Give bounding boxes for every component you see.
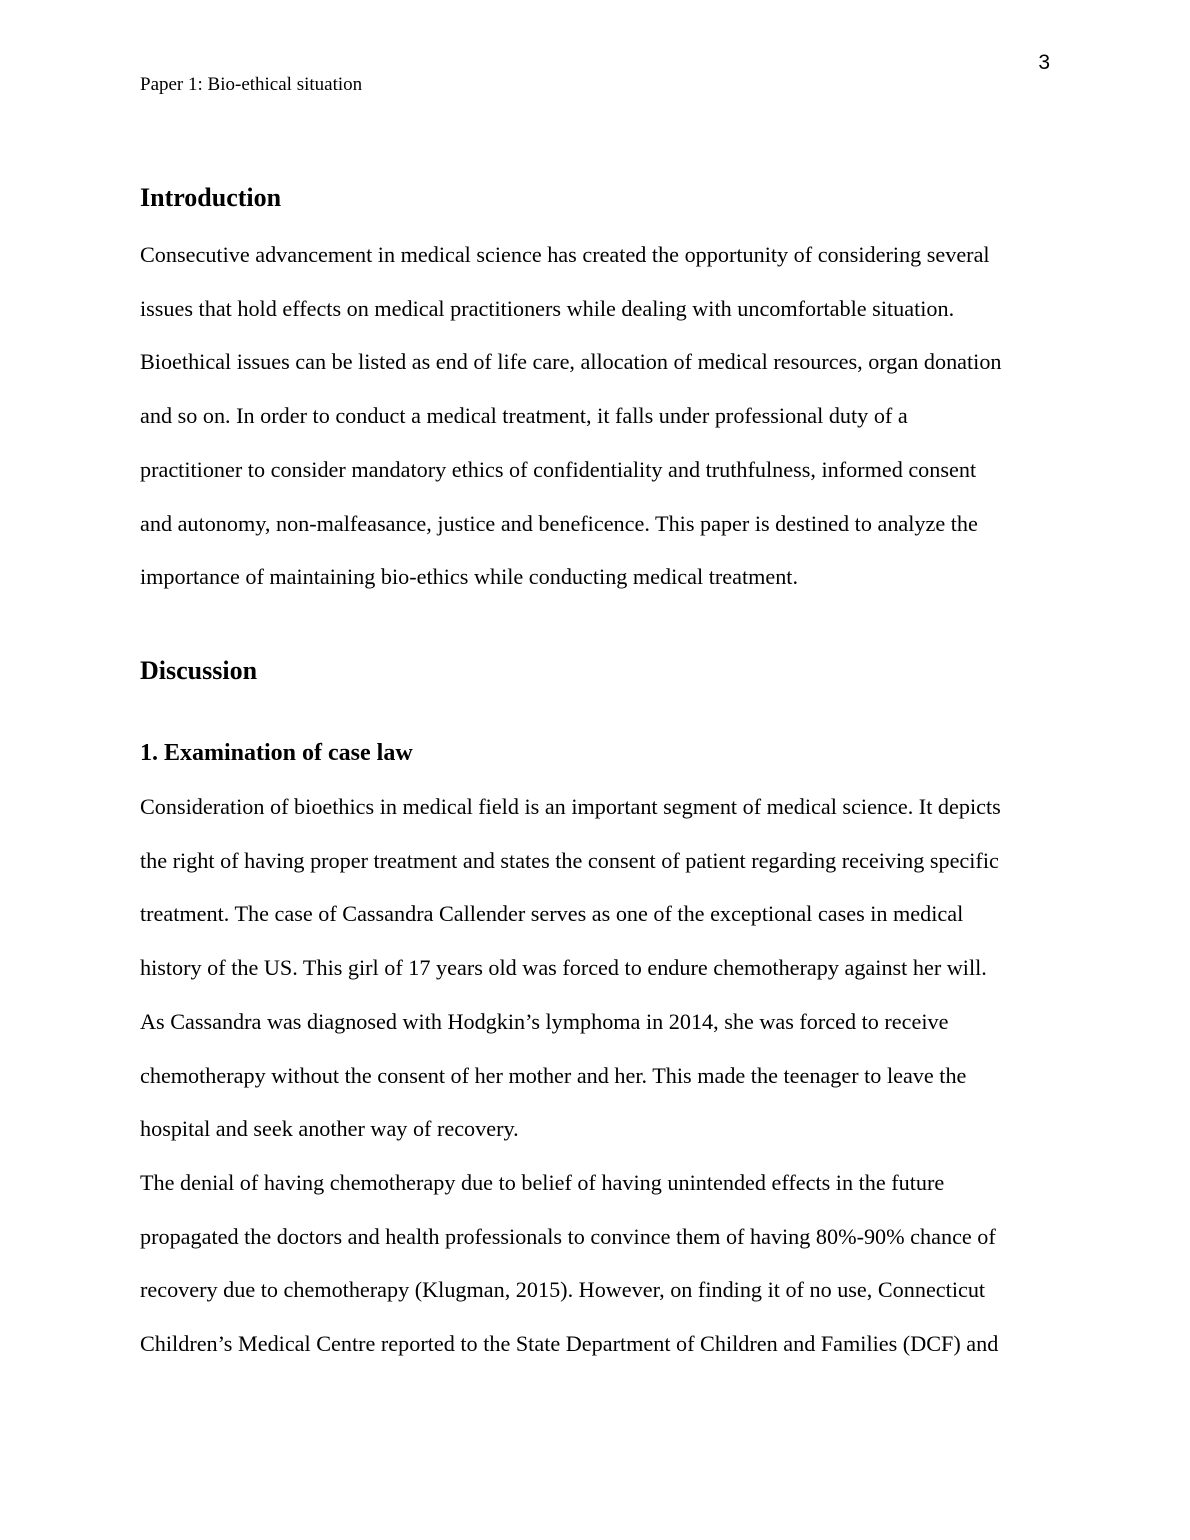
text-line: Consideration of bioethics in medical field is an important segment of medical science. It depicts <box>140 794 1001 819</box>
text-line: recovery due to chemotherapy (Klugman, 2015). However, on finding it of no use, Connecticut <box>140 1277 986 1303</box>
text-line: chemotherapy without the consent of her mother and her. This made the teenager to leave the <box>140 1062 967 1088</box>
discussion-heading: Discussion <box>140 656 258 685</box>
text-line: The denial of having chemotherapy due to belief of having unintended effects in the future <box>140 1170 945 1195</box>
discussion-paragraph-2 <box>140 1156 1060 1371</box>
running-head: Paper 1: Bio-ethical situation <box>140 74 363 95</box>
discussion-paragraph-1 <box>140 780 1060 1156</box>
text-line: As Cassandra was diagnosed with Hodgkin’s lymphoma in 2014, she was forced to receive <box>140 1008 949 1034</box>
introduction-paragraph <box>140 228 1060 604</box>
text-line: and autonomy, non-malfeasance, justice and beneficence. This paper is destined to analyze the <box>140 510 978 536</box>
text-line: issues that hold effects on medical practitioners while dealing with uncomfortable situation. <box>140 295 955 321</box>
text-line: importance of maintaining bio-ethics while conducting medical treatment. <box>140 564 799 590</box>
text-line: Children’s Medical Centre reported to the State Department of Children and Families (DCF) and <box>140 1331 999 1357</box>
text-line: and so on. In order to conduct a medical treatment, it falls under professional duty of a <box>140 403 908 429</box>
text-line: treatment. The case of Cassandra Callender serves as one of the exceptional cases in medical <box>140 901 964 927</box>
text-line: practitioner to consider mandatory ethics of confidentiality and truthfulness, informed consent <box>140 456 977 482</box>
text-line: history of the US. This girl of 17 years old was forced to endure chemotherapy against her will. <box>140 955 987 981</box>
page-number: 3 <box>1038 51 1050 74</box>
text-line: the right of having proper treatment and states the consent of patient regarding receiving specific <box>140 847 999 873</box>
case-law-subheading: 1. Examination of case law <box>140 740 413 766</box>
text-line: Consecutive advancement in medical science has created the opportunity of considering several <box>140 242 990 267</box>
introduction-heading: Introduction <box>140 183 282 212</box>
text-line: propagated the doctors and health professionals to convince them of having 80%-90% chance of <box>140 1223 996 1249</box>
text-line: Bioethical issues can be listed as end of life care, allocation of medical resources, organ donation <box>140 349 1002 375</box>
text-line: hospital and seek another way of recovery. <box>140 1116 519 1142</box>
